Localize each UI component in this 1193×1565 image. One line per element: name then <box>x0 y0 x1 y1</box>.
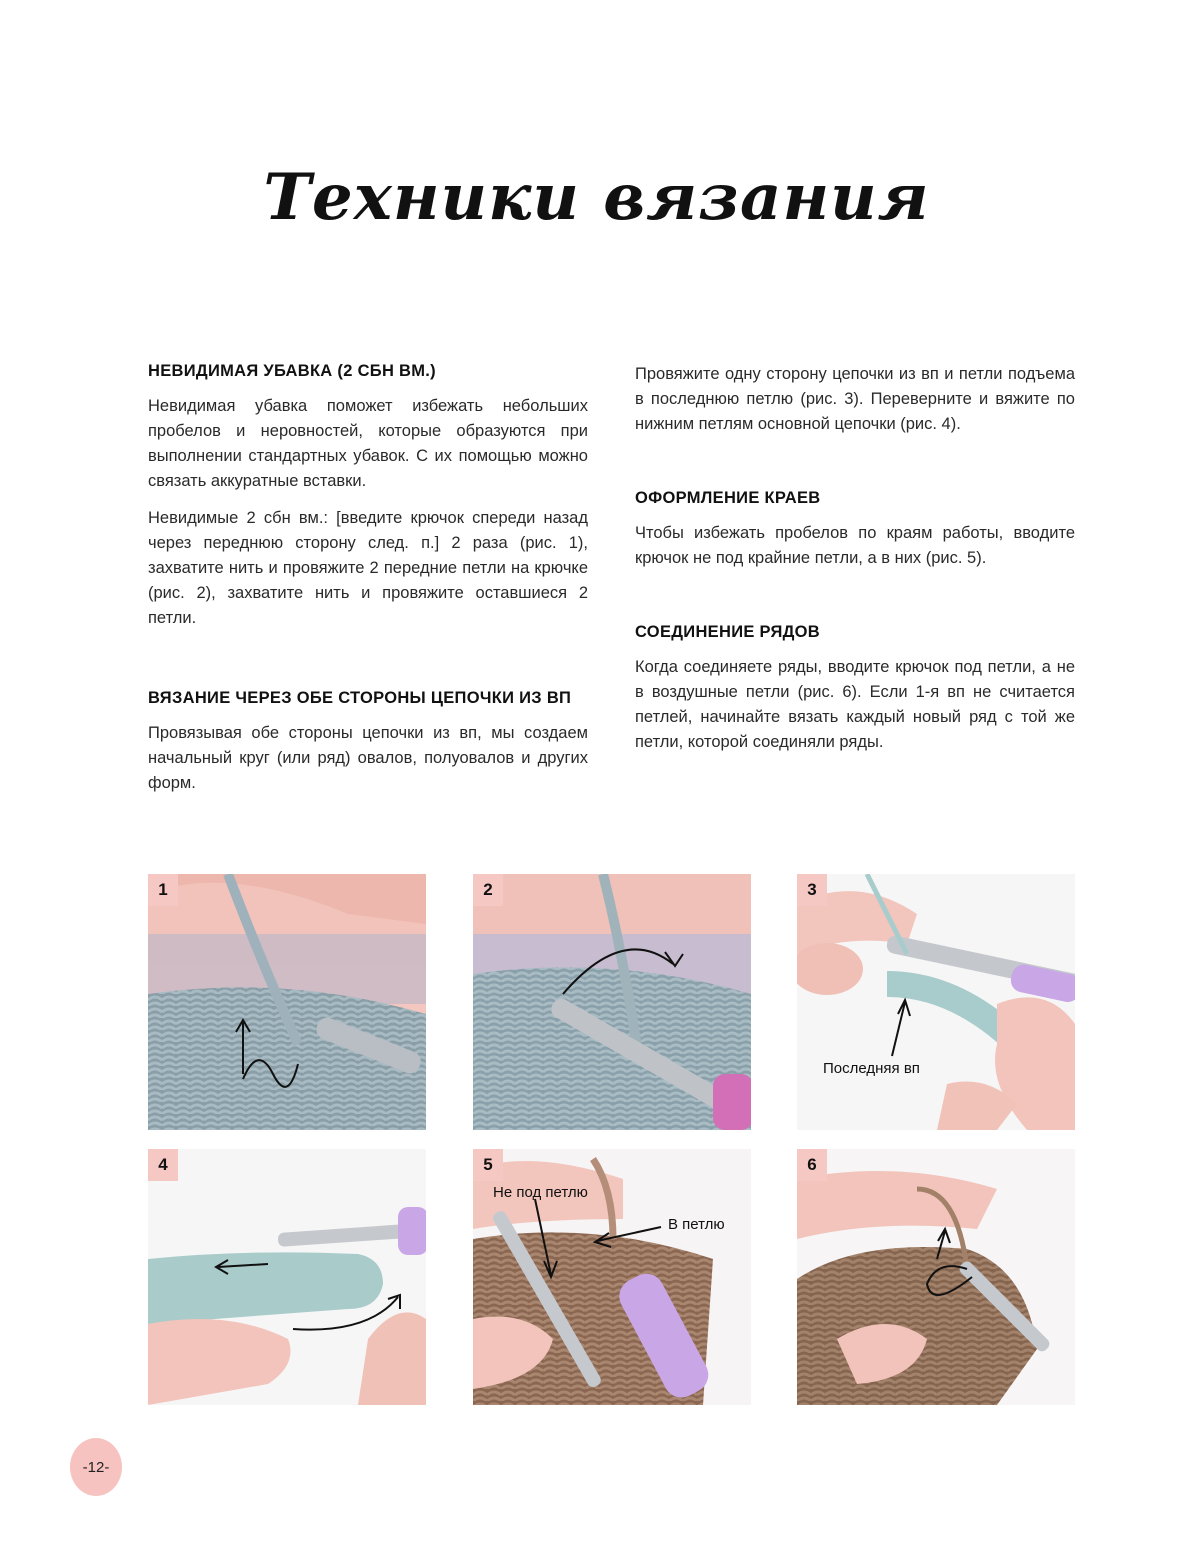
figure-1-photo <box>148 874 426 1130</box>
section-heading: ВЯЗАНИЕ ЧЕРЕЗ ОБЕ СТОРОНЫ ЦЕПОЧКИ ИЗ ВП <box>148 689 572 707</box>
page-number: -12- <box>70 1438 122 1496</box>
section-edges <box>635 489 1075 571</box>
figure-3-image <box>797 874 1075 1130</box>
paragraph: Невидимые 2 сбн вм.: [введите крючок спереди назад через переднюю сторону след. п.] 2 раза (рис. 1), захватите нить и провяжите 2 передние петли на крючке (рис. 2), захватите нить и провяжите оставшиеся 2 петли. <box>148 509 588 627</box>
figure-5-photo <box>473 1149 751 1405</box>
figure-2-image <box>473 874 751 1130</box>
figure-number: 5 <box>473 1149 503 1181</box>
figure-1-image <box>148 874 426 1130</box>
left-column <box>148 362 588 808</box>
figure-3-photo <box>797 874 1075 1130</box>
figure-number: 6 <box>797 1149 827 1181</box>
figure-number: 1 <box>148 874 178 906</box>
figure-4-image <box>148 1149 426 1405</box>
figure-label: Последняя вп <box>823 1060 920 1077</box>
figure-label-2: В петлю <box>668 1216 725 1233</box>
figure-6-image <box>797 1149 1075 1405</box>
paragraph: Провяжите одну сторону цепочки из вп и петли подъема в последнюю петлю (рис. 3). Переверните и вяжите по нижним петлям основной цепочки (рис. 4). <box>635 365 1075 433</box>
section-both-sides-chain <box>148 689 588 796</box>
section-joining-rows <box>635 623 1075 755</box>
right-column <box>635 362 1075 767</box>
figure-2-photo <box>473 874 751 1130</box>
figure-number: 4 <box>148 1149 178 1181</box>
figure-label: Не под петлю <box>493 1184 588 1201</box>
figure-number: 3 <box>797 874 827 906</box>
section-heading: НЕВИДИМАЯ УБАВКА (2 СБН ВМ.) <box>148 362 436 380</box>
paragraph: Когда соединяете ряды, вводите крючок под петли, а не в воздушные петли (рис. 6). Если 1-я вп не считается петлей, начинайте вязать каждый новый ряд с той же петли, которой соединяли ряды. <box>635 658 1075 751</box>
section-invisible-decrease <box>148 362 588 631</box>
figure-6-photo <box>797 1149 1075 1405</box>
figure-4-photo <box>148 1149 426 1405</box>
page-title: Техники вязания <box>263 160 930 235</box>
paragraph: Невидимая убавка поможет избежать небольших пробелов и неровностей, которые образуются при выполнении стандартных убавок. С их помощью можно связать аккуратные вставки. <box>148 397 588 490</box>
paragraph: Чтобы избежать пробелов по краям работы, вводите крючок не под крайние петли, а в них (рис. 5). <box>635 524 1075 567</box>
figure-number: 2 <box>473 874 503 906</box>
section-heading: ОФОРМЛЕНИЕ КРАЕВ <box>635 489 821 507</box>
section-heading: СОЕДИНЕНИЕ РЯДОВ <box>635 623 821 641</box>
paragraph: Провязывая обе стороны цепочки из вп, мы создаем начальный круг (или ряд) овалов, полуовалов и других форм. <box>148 724 588 792</box>
